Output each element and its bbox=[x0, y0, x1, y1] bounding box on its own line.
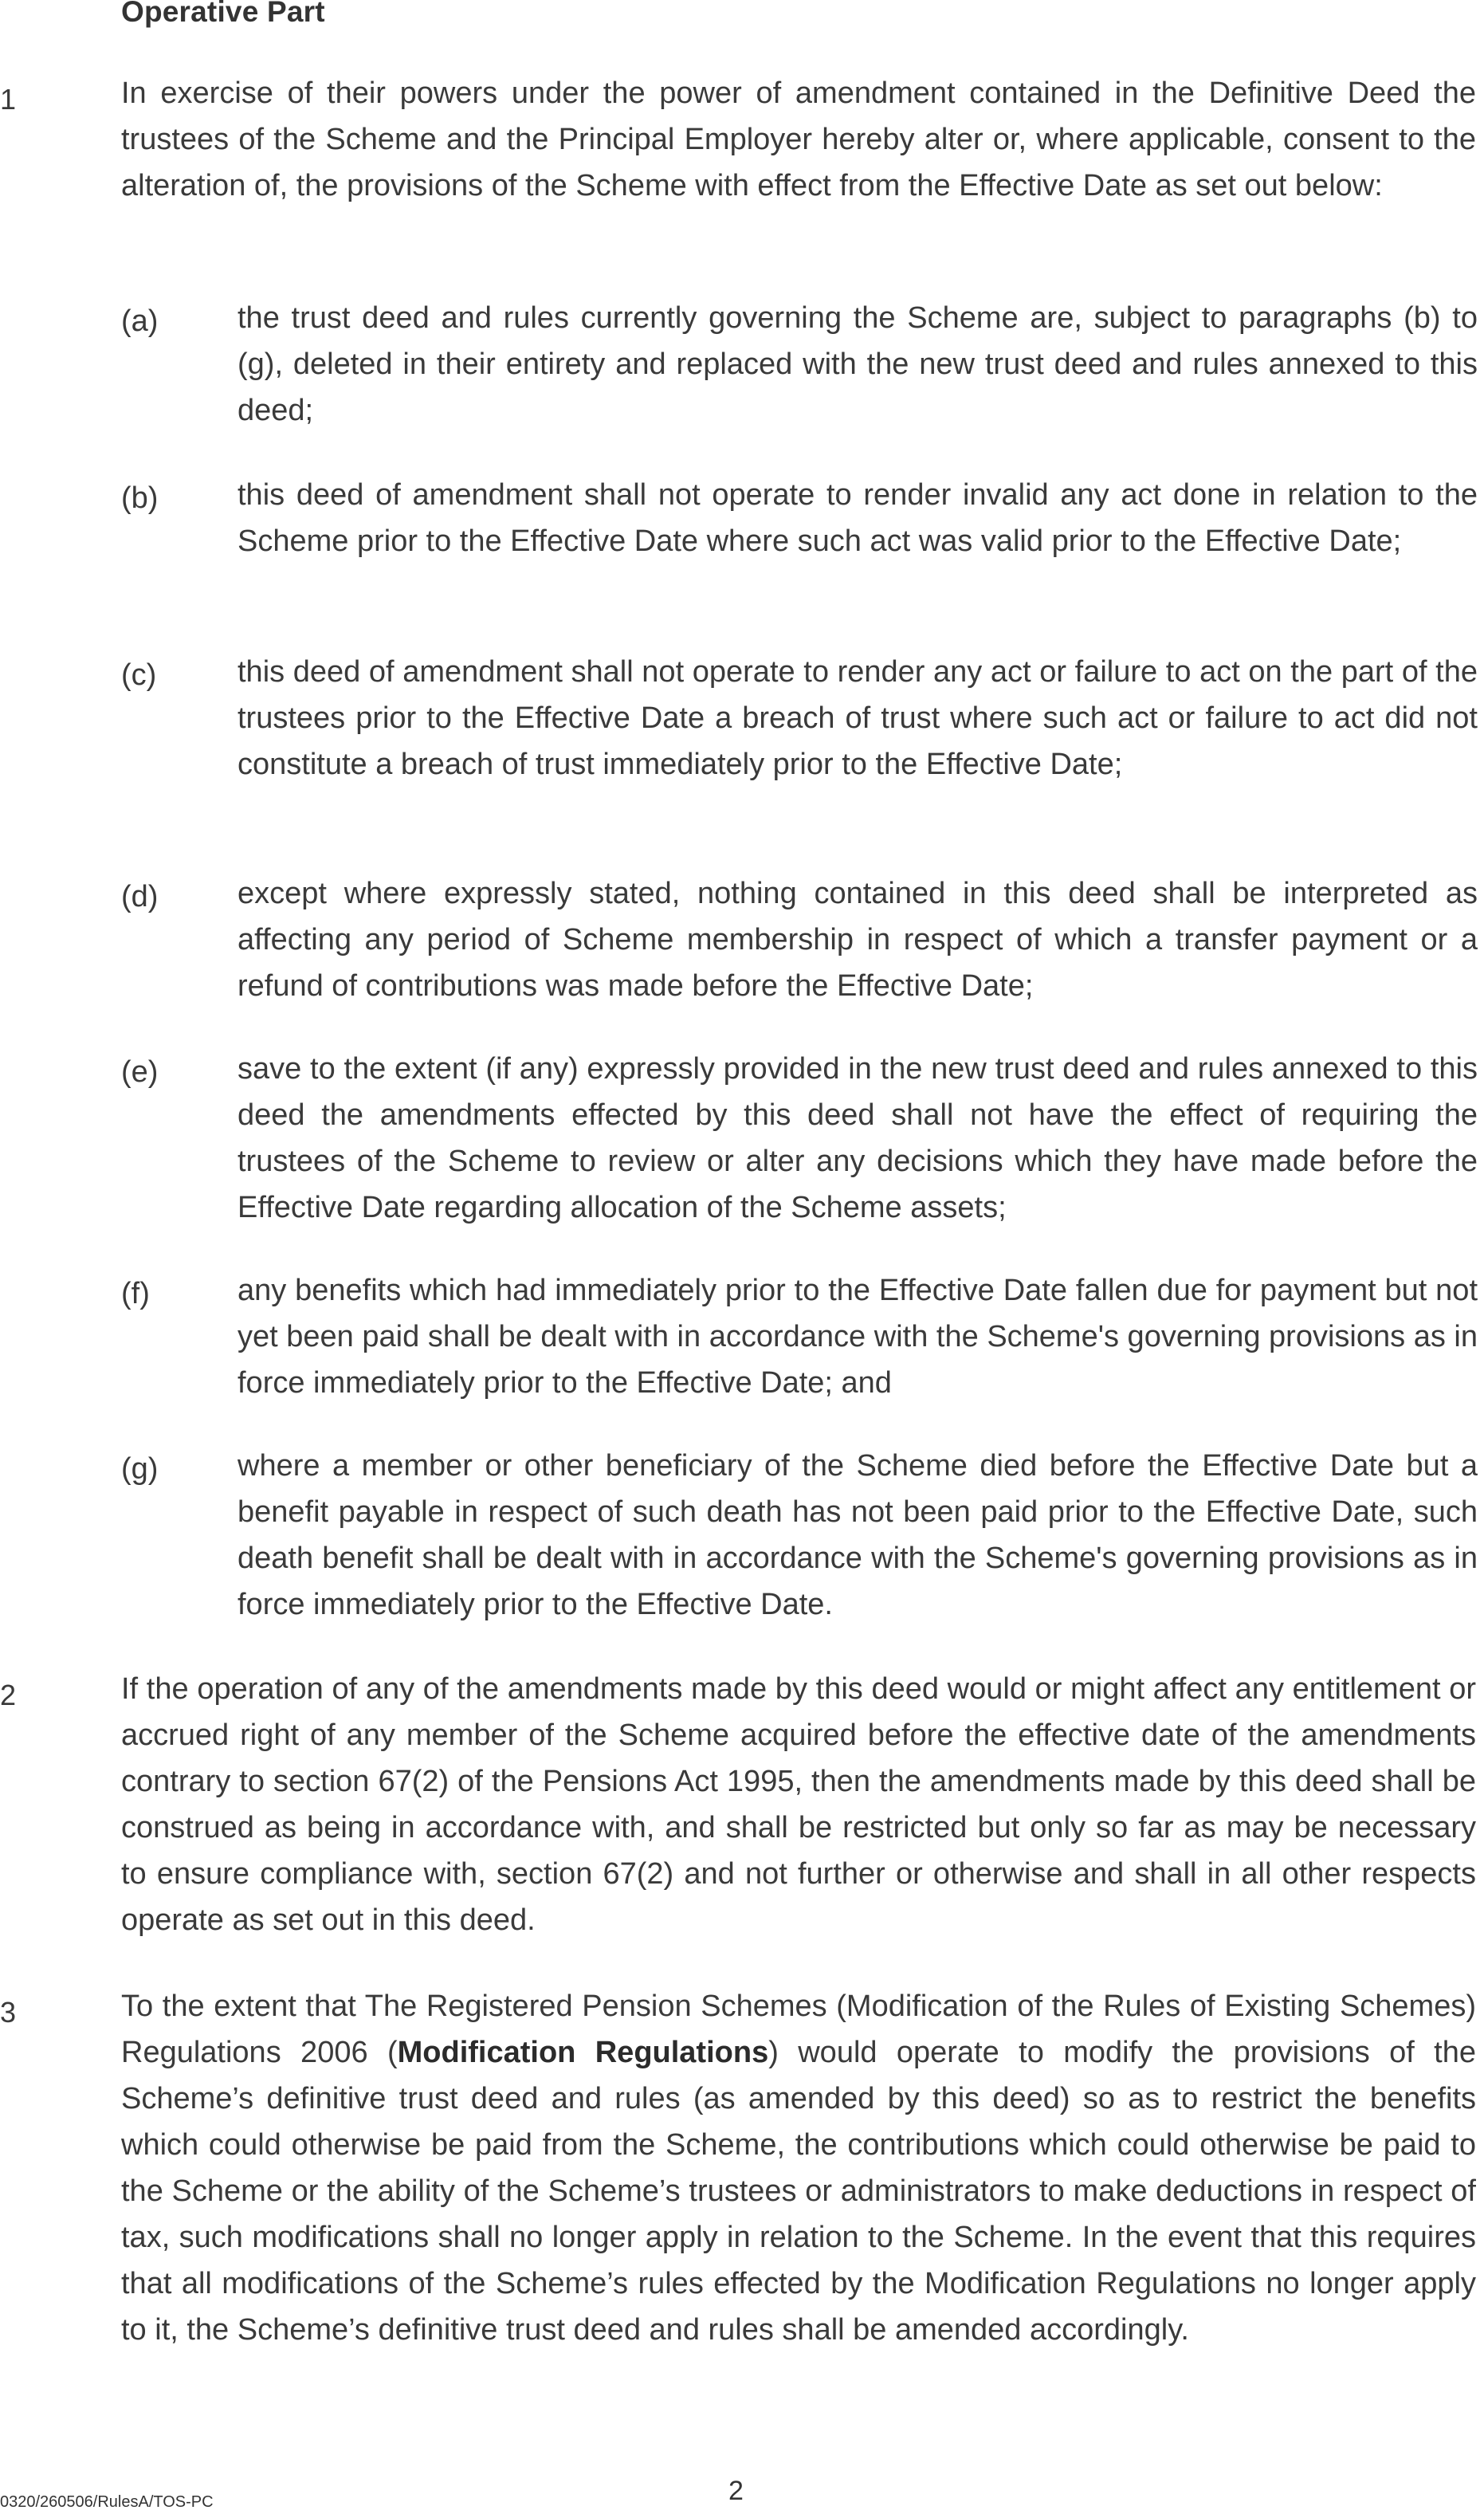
clause-number: 3 bbox=[0, 1996, 17, 2029]
subclause-text: this deed of amendment shall not operate to render any act or failure to act on the part of the trustees prior to the Effective Date a breach of trust where such act or failure to act did not constitute a breach of trust immediately prior to the Effective Date; bbox=[238, 655, 1478, 781]
document-reference: 0320/260506/RulesA/TOS-PC bbox=[0, 2493, 214, 2511]
subclause-text: where a member or other beneficiary of the Scheme died before the Effective Date but a benefit payable in respect of such death has not been paid prior to the Effective Date, such death benefit shall be dealt with in accordance with the Scheme's governing provisions as in force immediately prior to the Effective Date. bbox=[238, 1449, 1478, 1621]
subclause-label: (d) bbox=[121, 880, 159, 913]
subclause-label: (a) bbox=[121, 304, 159, 338]
clause-3-text-part: To the extent that The Registered Pension Schemes (Modification of the Rules of Existing Schemes) Regulations 2006 ( bbox=[121, 1990, 1476, 2069]
clause-1-intro: In exercise of their powers under the power of amendment contained in the Definitive Deed the trustees of the Scheme and the Principal Employer hereby alter or, where applicable, consent to the alteration of, the provisions of the Scheme with effect from the Effective Date as set out below: bbox=[121, 77, 1476, 202]
subclause-label: (e) bbox=[121, 1055, 159, 1089]
subclause-text: any benefits which had immediately prior to the Effective Date fallen due for payment but not yet been paid shall be dealt with in accordance with the Scheme's governing provisions as in force immediately prior to the Effective Date; and bbox=[238, 1274, 1478, 1400]
clause-3-text-part: ) would operate to modify the provisions of the Scheme’s definitive trust deed and rules (as amended by this deed) so as to restrict the benefits which could otherwise be paid from the Scheme, the contributions which could otherwise be paid to the Scheme or the ability of the Scheme’s trustees or administrators to make deductions in respect of tax, such modifications shall no longer apply in relation to the Scheme. In the event that this requires that all modifications of the Scheme’s rules effected by the Modification Regulations no longer apply to it, the Scheme’s definitive trust deed and rules shall be amended accordingly. bbox=[121, 2036, 1477, 2347]
subclause-text: except where expressly stated, nothing contained in this deed shall be interpreted as affecting any period of Scheme membership in respect of which a transfer payment or a refund of contributions was made before the Effective Date; bbox=[238, 877, 1478, 1003]
subclause-text: this deed of amendment shall not operate to render invalid any act done in relation to the Scheme prior to the Effective Date where such act was valid prior to the Effective Date; bbox=[238, 478, 1478, 558]
subclause-text: save to the extent (if any) expressly provided in the new trust deed and rules annexed to this deed the amendments effected by this deed shall not have the effect of requiring the trustees of the Scheme to review or alter any decisions which they have made before the Effective Date regarding allocation of the Scheme assets; bbox=[238, 1052, 1478, 1224]
clause-3-text bbox=[121, 1983, 1476, 2353]
section-heading: Operative Part bbox=[121, 0, 325, 28]
subclause-label: (c) bbox=[121, 658, 157, 692]
subclause-label: (g) bbox=[121, 1452, 159, 1486]
defined-term: Modification Regulations bbox=[397, 2036, 769, 2069]
subclause-text: the trust deed and rules currently governing the Scheme are, subject to paragraphs (b) to (g), deleted in their entirety and replaced with the new trust deed and rules annexed to this deed; bbox=[238, 301, 1478, 427]
clause-number: 1 bbox=[0, 83, 17, 116]
subclause-label: (b) bbox=[121, 481, 159, 515]
clause-2-text: If the operation of any of the amendments made by this deed would or might affect any entitlement or accrued right of any member of the Scheme acquired before the effective date of the amendments contrary to section 67(2) of the Pensions Act 1995, then the amendments made by this deed shall be construed as being in accordance with, and shall be restricted but only so far as may be necessary to ensure compliance with, section 67(2) and not further or otherwise and shall in all other respects operate as set out in this deed. bbox=[121, 1672, 1476, 1937]
subclause-label: (f) bbox=[121, 1277, 150, 1310]
clause-number: 2 bbox=[0, 1679, 17, 1711]
page-number: 2 bbox=[728, 2476, 744, 2506]
